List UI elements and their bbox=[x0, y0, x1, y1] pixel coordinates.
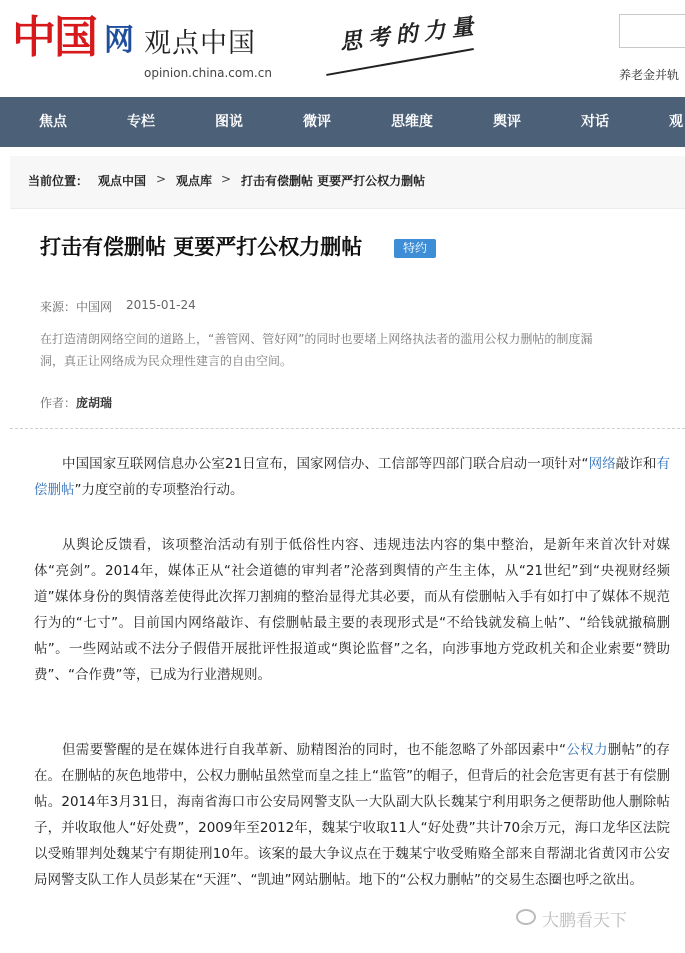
article-paragraph-3 bbox=[34, 737, 670, 893]
site-url: opinion.china.com.cn bbox=[144, 66, 272, 80]
paragraph-text: 敲诈和 bbox=[615, 456, 657, 472]
special-tag-badge: 特约 bbox=[394, 239, 436, 258]
source-value: 中国网 bbox=[76, 300, 113, 314]
paragraph-text: 但需要警醒的是在媒体进行自我革新、励精图治的同时，也不能忽略了外部因素中“ bbox=[62, 742, 567, 758]
search-input[interactable] bbox=[619, 14, 685, 48]
main-nav bbox=[0, 97, 685, 147]
nav-item-thinking[interactable]: 思维度 bbox=[391, 114, 433, 130]
article-title: 打击有偿删帖 更要严打公权力删帖 bbox=[40, 235, 363, 259]
divider bbox=[10, 428, 685, 429]
logo-wang[interactable]: 网 bbox=[104, 23, 134, 58]
paragraph-text: ”力度空前的专项整治行动。 bbox=[74, 482, 244, 498]
breadcrumb-separator: > bbox=[221, 172, 232, 186]
nav-item-dialogue[interactable]: 对话 bbox=[581, 114, 609, 130]
watermark: 大鹏看天下 bbox=[542, 911, 627, 931]
breadcrumb-item-home[interactable]: 观点中国 bbox=[98, 174, 147, 188]
link-network[interactable]: 网络 bbox=[588, 456, 616, 472]
author-label: 作者： bbox=[40, 396, 77, 410]
link-public-power[interactable]: 公权力 bbox=[566, 742, 608, 758]
site-name[interactable]: 观点中国 bbox=[144, 28, 256, 59]
breadcrumb-label: 当前位置： bbox=[28, 174, 89, 188]
nav-item-microreview[interactable]: 微评 bbox=[303, 114, 331, 130]
source-label: 来源： bbox=[40, 300, 77, 314]
breadcrumb-separator: > bbox=[156, 172, 167, 186]
paragraph-text: 删帖”的存在。在删帖的灰色地带中，公权力删帖虽然堂而皇之挂上“监管”的帽子，但背后的社会危害更有甚于有偿删帖。2014年3月31日，海南省海口市公安局网警支队一大队副大队长魏某宁利用职务之便帮助他人删除帖子，并收取他人“好处费”，2009年至2012年，魏某宁收取11人“好处费”共计70余万元，海口龙华区法院以受贿罪判处魏某宁有期徒刑10年。该案的最大争议点在于魏某宁收受贿赂全部来自帮湖北省黄冈市公安局网警支队工作人员彭某在“天涯”、“凯迪”网站删帖。地下的“公权力删帖”的交易生态圈也呼之欲出。 bbox=[34, 742, 671, 888]
paragraph-text: 中国国家互联网信息办公室21日宣布，国家网信办、工信部等四部门联合启动一项针对“ bbox=[62, 456, 589, 472]
slogan: 思考的力量 bbox=[338, 12, 481, 56]
nav-item-public-opinion[interactable]: 舆评 bbox=[493, 114, 521, 130]
breadcrumb-item-library[interactable]: 观点库 bbox=[176, 174, 213, 188]
link-paid-deletion[interactable]: 有偿删帖 bbox=[34, 456, 671, 498]
author-name: 庞胡瑞 bbox=[76, 396, 113, 410]
article-summary: 在打造清朗网络空间的道路上，“善管网、管好网”的同时也要堵上网络执法者的滥用公权力删帖的制度漏洞，真正让网络成为民众理性建言的自由空间。 bbox=[40, 332, 593, 368]
nav-item-column[interactable]: 专栏 bbox=[127, 114, 155, 130]
publish-date: 2015-01-24 bbox=[126, 298, 196, 312]
top-hot-link[interactable]: 养老金并轨 bbox=[619, 68, 680, 82]
breadcrumb bbox=[10, 156, 685, 209]
breadcrumb-item-current: 打击有偿删帖 更要严打公权力删帖 bbox=[241, 174, 426, 188]
logo-china[interactable]: 中国 bbox=[12, 12, 96, 63]
nav-item-more[interactable]: 观 bbox=[669, 114, 683, 130]
nav-item-pictures[interactable]: 图说 bbox=[215, 114, 243, 130]
nav-item-focus[interactable]: 焦点 bbox=[39, 114, 67, 130]
wechat-icon bbox=[516, 909, 536, 925]
article-paragraph-2: 从舆论反馈看，该项整治活动有别于低俗性内容、违规违法内容的集中整治，是新年来首次针对媒体“亮剑”。2014年，媒体正从“社会道德的审判者”沦落到舆情的产生主体，从“21世纪”到“央视财经频道”媒体身份的舆情落差使得此次挥刀割痈的整治显得尤其必要，而从有偿删帖入手有如打中了媒体不规范行为的“七寸”。目前国内网络敲诈、有偿删帖最主要的表现形式是“不给钱就发稿上帖”、“给钱就撤稿删帖”。一些网站或不法分子假借开展批评性报道或“舆论监督”之名，向涉事地方党政机关和企业索要“赞助费”、“合作费”等，已成为行业潜规则。 bbox=[34, 537, 670, 683]
article-paragraph-1 bbox=[34, 451, 670, 503]
